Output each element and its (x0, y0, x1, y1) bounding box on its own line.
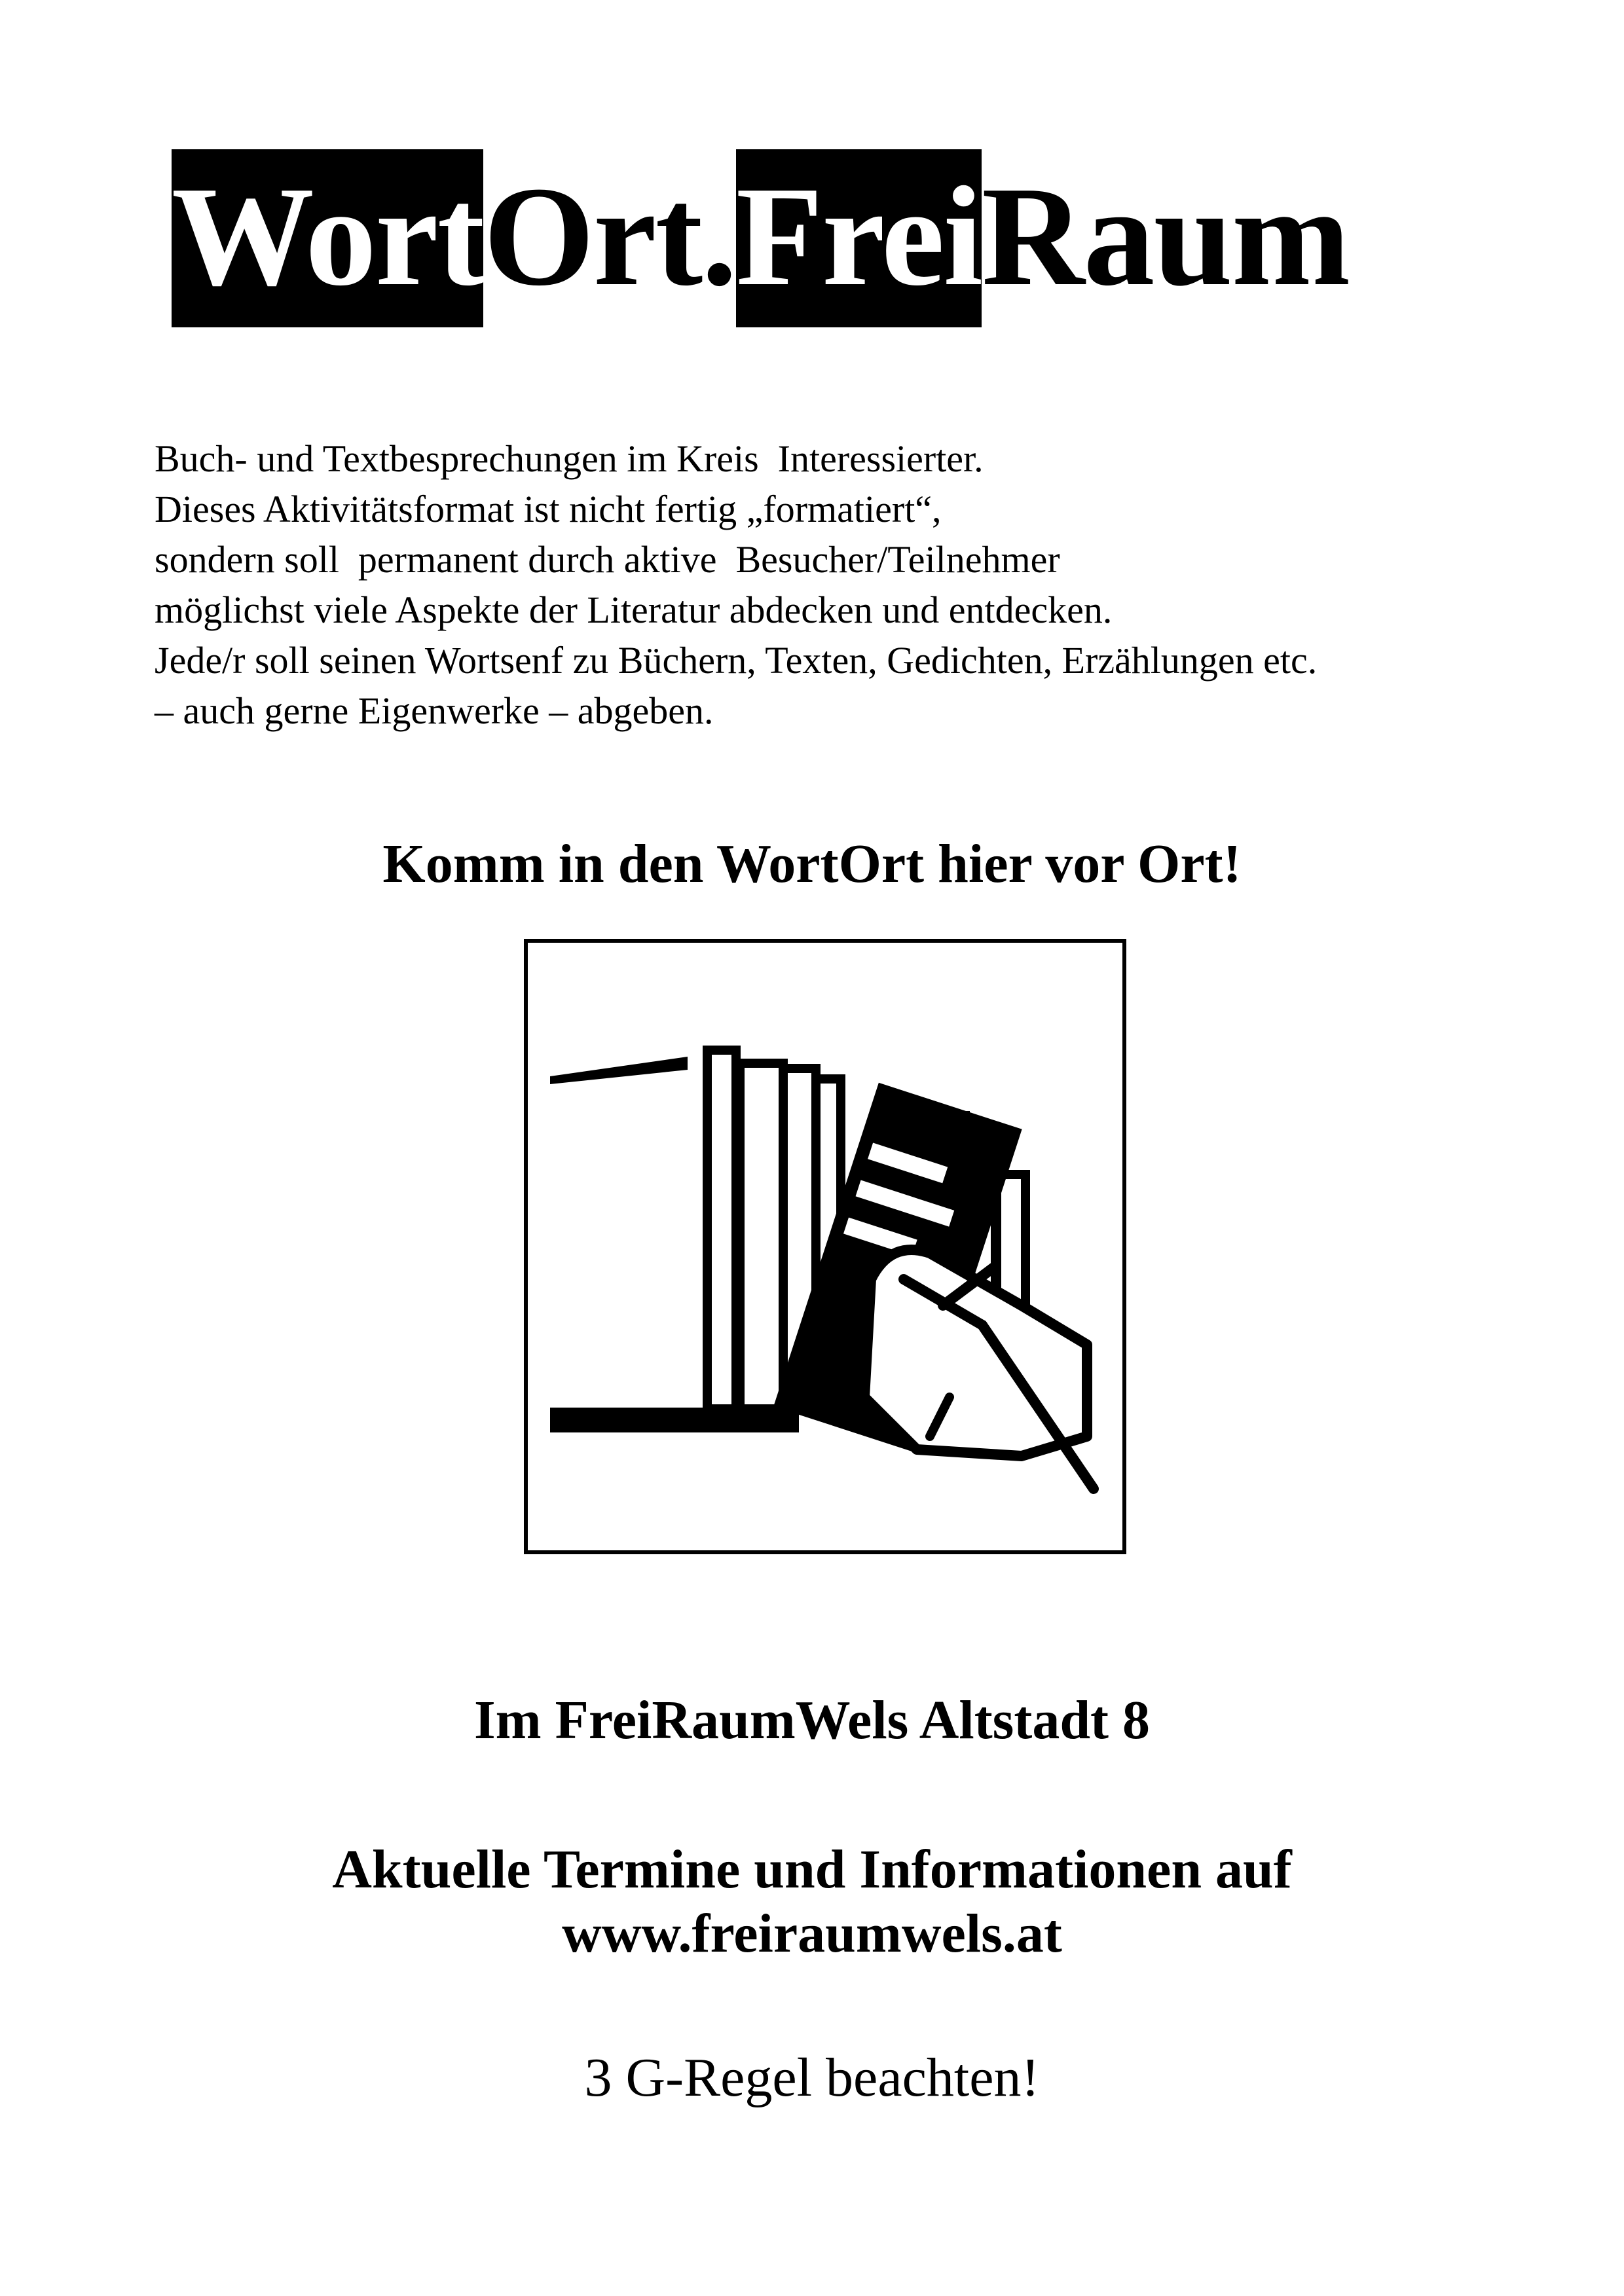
intro-line: Dieses Aktivitätsformat ist nicht fertig „formatiert“, (155, 488, 942, 530)
logo-part-raum: Raum (982, 158, 1350, 316)
intro-line: Jede/r soll seinen Wortsenf zu Büchern, Texten, Gedichten, Erzählungen etc. (155, 639, 1318, 682)
logo-wordmark (172, 149, 1349, 327)
logo-part-ort: Ort. (483, 158, 736, 316)
location-heading: Im FreiRaumWels Altstadt 8 (473, 1690, 1151, 1751)
intro-line: – auch gerne Eigenwerke – abgeben. (155, 689, 714, 732)
logo-part-frei: Frei (736, 149, 982, 327)
invitation-heading: Komm in den WortOrt hier vor Ort! (382, 833, 1242, 894)
intro-line: Buch- und Textbesprechungen im Kreis Interessierter. (155, 437, 984, 480)
intro-line: sondern soll permanent durch aktive Besucher/Teilnehmer (155, 538, 1060, 581)
notice-text: 3 G-Regel beachten! (584, 2047, 1040, 2108)
website-url: www.freiraumwels.at (562, 1903, 1062, 1964)
info-line: Aktuelle Termine und Informationen auf (332, 1839, 1292, 1900)
intro-paragraph (155, 433, 1530, 736)
hand-taking-book-from-shelf-icon (524, 939, 1126, 1554)
logo-part-wort: Wort (172, 149, 483, 327)
intro-line: möglichst viele Aspekte der Literatur abdecken und entdecken. (155, 589, 1113, 631)
